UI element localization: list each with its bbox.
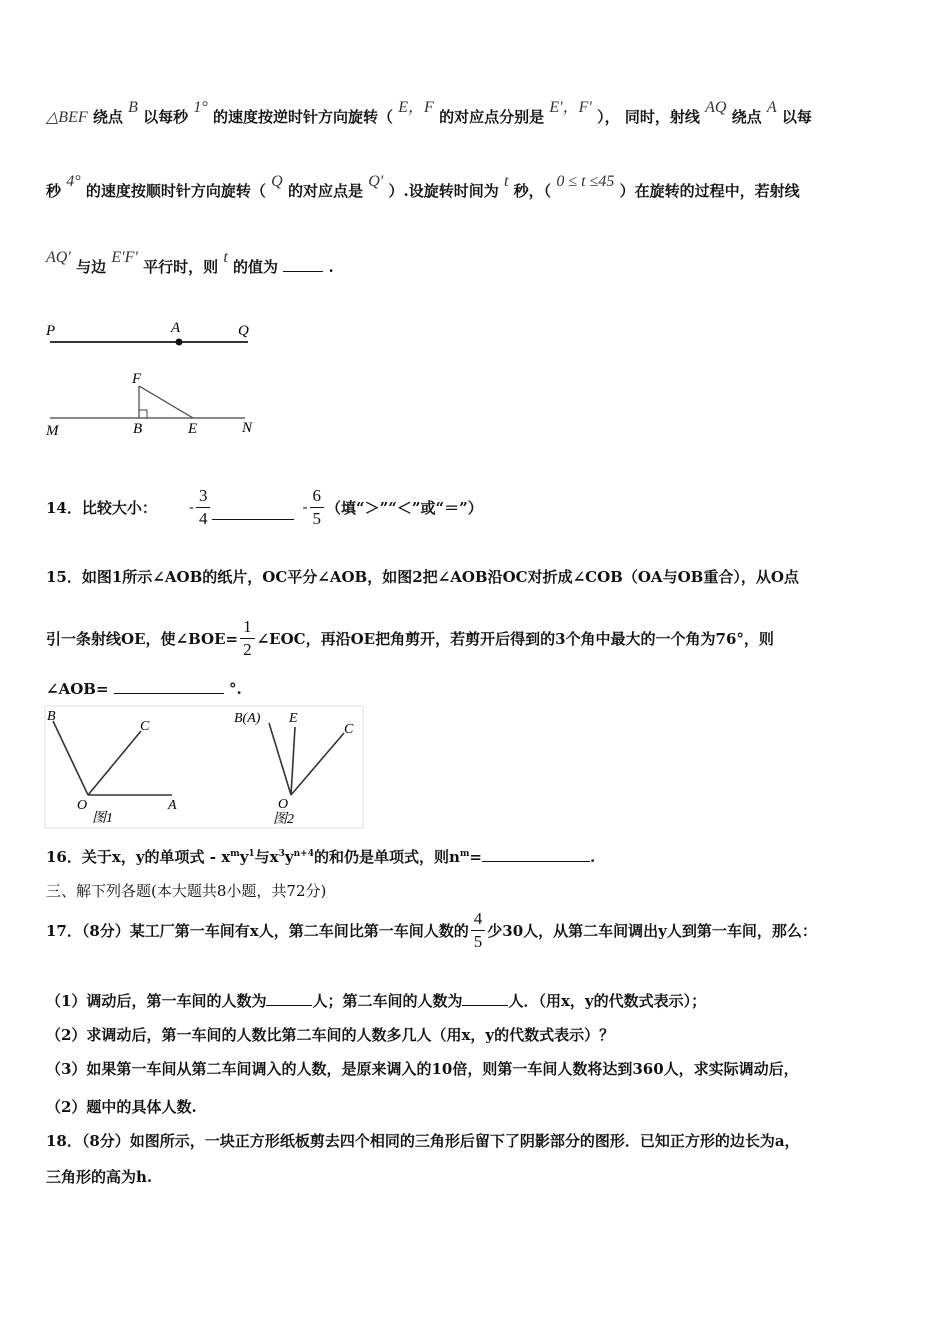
numerator: 4 bbox=[471, 908, 486, 931]
q17-part-4: （2）题中的具体人数. bbox=[46, 1098, 197, 1116]
q13-text: 的速度按顺时针方向旋转（ bbox=[85, 182, 266, 200]
numerator: 1 bbox=[240, 616, 255, 639]
point-a: A bbox=[766, 99, 777, 116]
compare-blank[interactable] bbox=[212, 505, 294, 520]
caption-fig1: 图1 bbox=[92, 811, 113, 826]
fraction-6-5 bbox=[310, 485, 325, 530]
numerator: 6 bbox=[310, 485, 325, 508]
ray-ob-a bbox=[269, 723, 291, 795]
answer-blank[interactable] bbox=[114, 679, 224, 694]
q13-text: 与边 bbox=[76, 258, 107, 276]
exponent: n+4 bbox=[293, 849, 314, 859]
ray-aq-prime: AQ′ bbox=[46, 249, 71, 266]
answer-blank[interactable] bbox=[283, 257, 323, 272]
q13-text: . bbox=[328, 258, 334, 276]
denominator: 4 bbox=[198, 508, 208, 528]
q13-text: 的对应点是 bbox=[287, 182, 363, 200]
label-q: Q bbox=[238, 323, 249, 339]
q14-prefix: 14．比较大小： bbox=[46, 498, 157, 517]
label-e: E bbox=[289, 711, 298, 726]
q17-part-3: （3）如果第一车间从第二车间调入的人数，是原来调入的10倍，则第一车间人数将达到360人，求实际调动后， bbox=[46, 1060, 799, 1078]
q16-text: . bbox=[590, 848, 596, 866]
ray-ob bbox=[53, 721, 88, 795]
q16 bbox=[46, 846, 595, 867]
q13-text: 平行时，则 bbox=[143, 258, 219, 276]
variable-t: t bbox=[503, 173, 509, 190]
label-b: B bbox=[133, 421, 143, 437]
q17-text: 17．（8分）某工厂第一车间有x人，第二车间比第一车间人数的 bbox=[46, 921, 469, 940]
fraction-3-4 bbox=[196, 485, 211, 530]
caption-fig2: 图2 bbox=[273, 812, 294, 827]
edge-ef-prime: E′F′ bbox=[111, 249, 138, 266]
q13-line-1 bbox=[46, 99, 812, 127]
q13-line-2 bbox=[46, 173, 800, 201]
q17-text: 人．（用x，y的代数式表示）； bbox=[508, 992, 707, 1010]
q15-line-1: 15．如图1所示∠AOB的纸片，OC平分∠AOB，如图2把∠AOB沿OC对折成∠COB（OA与OB重合），从O点 bbox=[46, 568, 799, 586]
point-b: B bbox=[128, 99, 138, 116]
answer-blank-2[interactable] bbox=[462, 991, 508, 1006]
section-3-heading: 三、解下列各题(本大题共8小题，共72分) bbox=[46, 882, 327, 900]
q13-text: 以每秒 bbox=[143, 108, 189, 126]
label-n: N bbox=[242, 420, 253, 436]
exponent: 3 bbox=[278, 849, 285, 859]
minus-sign: - bbox=[188, 498, 194, 516]
label-m: M bbox=[46, 423, 59, 439]
q17-text: （1）调动后，第一车间的人数为 bbox=[46, 992, 267, 1010]
label-a: A bbox=[168, 798, 177, 813]
label-e: E bbox=[188, 421, 198, 437]
triangle-bef: △BEF bbox=[46, 109, 88, 126]
degree-4: 4° bbox=[66, 173, 81, 190]
denominator: 2 bbox=[243, 639, 252, 659]
q13-text: 的对应点分别是 bbox=[439, 108, 545, 126]
label-c: C bbox=[344, 722, 354, 737]
label-p: P bbox=[46, 323, 56, 339]
point-q: Q bbox=[271, 173, 283, 190]
label-b: B bbox=[47, 709, 56, 724]
q18-line-2: 三角形的高为h. bbox=[46, 1168, 153, 1186]
q13-line-3 bbox=[46, 249, 334, 277]
q16-text: = bbox=[469, 848, 482, 866]
point-q-prime: Q′ bbox=[368, 173, 384, 190]
q13-text: 的速度按逆时针方向旋转（ bbox=[213, 108, 394, 126]
q15-text: 引一条射线OE，使∠BOE= bbox=[46, 629, 239, 648]
q15-text: °. bbox=[229, 680, 242, 698]
q17-line-1 bbox=[46, 906, 817, 954]
t-range: 0 ≤ t ≤45 bbox=[556, 173, 615, 190]
q15-figures bbox=[44, 705, 364, 830]
q15-text: ∠AOB= bbox=[46, 680, 109, 698]
q16-text: y bbox=[284, 848, 294, 866]
q13-figure bbox=[40, 315, 270, 440]
q15-line-2 bbox=[46, 614, 774, 662]
q13-text: 以每 bbox=[781, 108, 812, 126]
q17-text: 人；第二车间的人数为 bbox=[312, 992, 463, 1010]
exponent: 1 bbox=[248, 849, 255, 859]
ray-oc bbox=[88, 731, 141, 795]
points-ef-prime: E′，F′ bbox=[549, 99, 592, 116]
q13-text: 秒 bbox=[46, 182, 62, 200]
label-a: A bbox=[171, 320, 181, 336]
label-ba: B(A) bbox=[234, 711, 261, 726]
q15-line-3 bbox=[46, 679, 242, 698]
q13-text: 的值为 bbox=[233, 258, 279, 276]
q16-text: y bbox=[239, 848, 249, 866]
answer-blank-1[interactable] bbox=[266, 991, 312, 1006]
q13-text: ）， 同时，射线 bbox=[597, 108, 700, 126]
ray-oc bbox=[291, 733, 344, 795]
denominator: 5 bbox=[473, 931, 483, 951]
fraction-4-5 bbox=[471, 908, 486, 953]
q17-part-2: （2）求调动后，第一车间的人数比第二车间的人数多几人（用x，y的代数式表示）？ bbox=[46, 1026, 615, 1044]
label-f: F bbox=[132, 371, 142, 387]
numerator: 3 bbox=[196, 485, 211, 508]
q15-text: ∠EOC，再沿OE把角剪开，若剪开后得到的3个角中最大的一个角为76°，则 bbox=[256, 629, 774, 648]
q13-text: ）在旋转的过程中，若射线 bbox=[619, 182, 800, 200]
q17-part-1 bbox=[46, 990, 706, 1011]
exponent: m bbox=[459, 849, 470, 859]
point-a-dot bbox=[176, 339, 183, 346]
q16-text: 与x bbox=[254, 848, 279, 866]
points-ef: E，F bbox=[398, 99, 434, 116]
q14-suffix: （填“＞”“＜”或“＝”） bbox=[326, 498, 483, 517]
q17-text: 少30人，从第二车间调出y人到第一车间，那么： bbox=[487, 921, 817, 940]
fraction-1-2 bbox=[240, 616, 255, 661]
label-o: O bbox=[278, 797, 289, 812]
q16-text: 16．关于x，y的单项式 - x bbox=[46, 848, 231, 866]
q14 bbox=[46, 481, 483, 533]
q13-text: ）.设旋转时间为 bbox=[388, 182, 499, 200]
label-o: O bbox=[77, 798, 88, 813]
ray-oe bbox=[291, 727, 295, 795]
answer-blank[interactable] bbox=[482, 847, 590, 862]
denominator: 5 bbox=[312, 508, 322, 528]
ray-aq: AQ bbox=[705, 99, 727, 116]
variable-t: t bbox=[223, 249, 228, 266]
minus-sign: - bbox=[302, 498, 308, 516]
q13-text: 秒，（ bbox=[513, 182, 552, 200]
label-c: C bbox=[140, 719, 150, 734]
q18-line-1: 18．（8分）如图所示，一块正方形纸板剪去四个相同的三角形后留下了阴影部分的图形．已知正方形的边长为a， bbox=[46, 1132, 800, 1150]
q16-text: 的和仍是单项式，则n bbox=[313, 848, 460, 866]
degree-1: 1° bbox=[193, 99, 208, 116]
q13-text: 绕点 bbox=[92, 108, 123, 126]
exponent: m bbox=[230, 849, 240, 859]
q13-text: 绕点 bbox=[731, 108, 762, 126]
right-angle-mark bbox=[139, 410, 147, 418]
